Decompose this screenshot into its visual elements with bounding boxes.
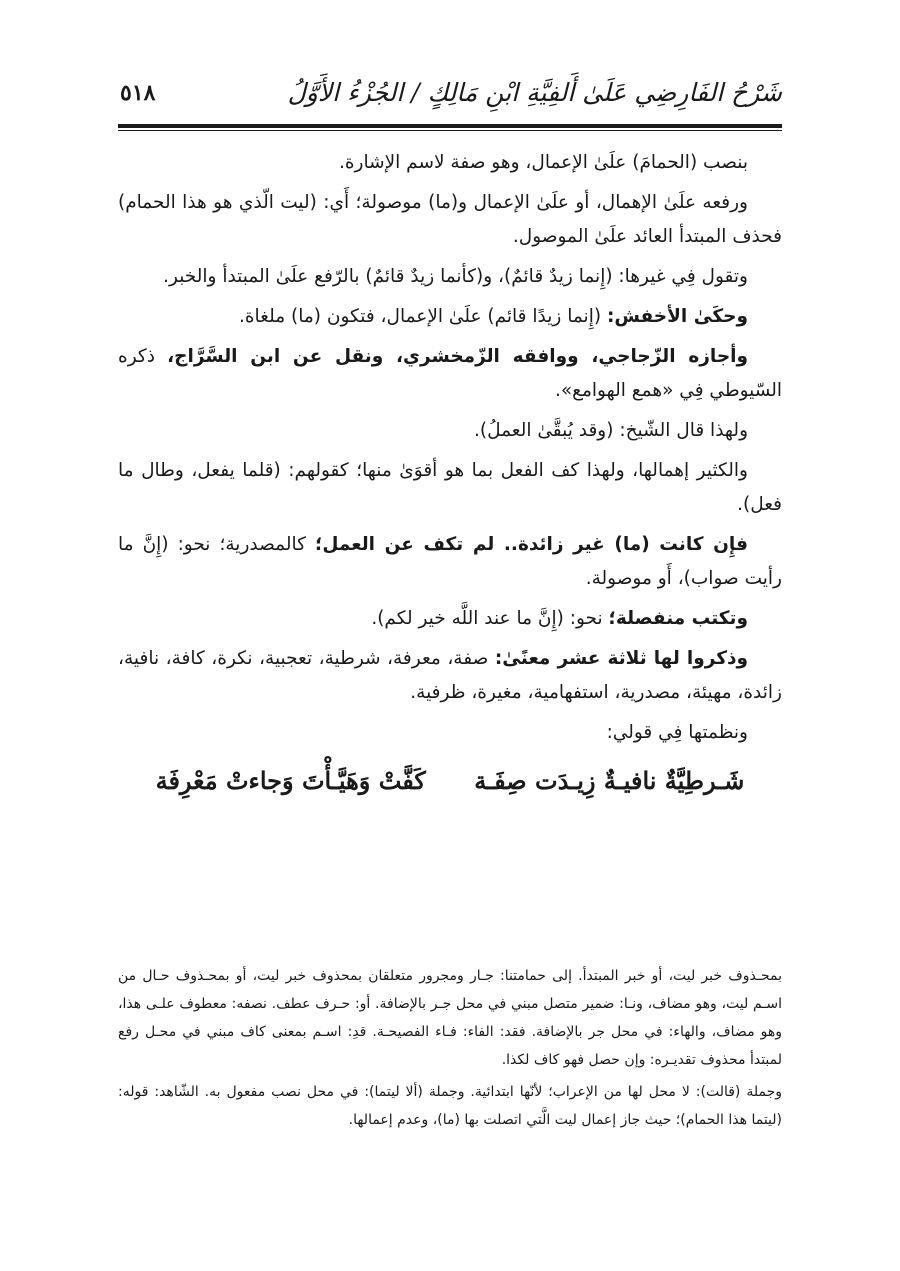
paragraph-8 bbox=[118, 528, 782, 596]
paragraph-1: بنصب (الحمامَ) علَىٰ الإعمال، وهو صفة لاسم الإشارة. bbox=[338, 152, 748, 173]
paragraph-5-rest: ذكره السّيوطي فِي «همع الهوامع». bbox=[118, 346, 782, 401]
paragraph-11: ونظمتها فِي قولي: bbox=[606, 722, 748, 743]
poem-hemistich-2: كَفَّتْ وَهَيَّـأْتَ وَجاءتْ مَعْرِفَة bbox=[155, 766, 426, 795]
paragraph-3: وتقول فِي غيرها: (إِنما زيدٌ قائمٌ)، و(كأنما زيدٌ قائمٌ) بالرّفع علَىٰ المبتدأ والخبر. bbox=[163, 266, 748, 287]
footnote-continuation: بمحـذوف خبر ليت، أو خبر المبتدأ. إلى حمامتنا: جـار ومجرور متعلقان بمحذوف خبر ليت، أو بمحـذوف حـال من اسـم ليت، وهو مضاف، ونـا: ضمير متصل مبني في محل جـر بالإضافة. أو: حـرف عطف. نصفه: معطوف علـى هذا، وهو مضاف، والهاء: في محل جر بالإضافة. فقد: الفاء: فـاء الفصيحـة. قدِ: اسـم بمعنى كاف مبني في محـل رفع لمبتدأ محذوف تقديـره: وإن حصل فهو كاف لكذا. bbox=[118, 968, 782, 1068]
paragraph-6: ولهذا قال الشّيخ: (وقد يُبقَّىٰ العملُ). bbox=[473, 420, 748, 441]
paragraph-5 bbox=[118, 340, 782, 408]
poem-hemistich-1: شَـرطِيَّةٌ نافيـةٌ زِيـدَت صِفَـة bbox=[474, 766, 745, 795]
paragraph-8-rest: كالمصدرية؛ نحو: (إِنَّ ما رأيت صواب)، أَو موصولة. bbox=[118, 534, 782, 589]
header-rule-thin bbox=[118, 130, 782, 131]
header-rule-thick bbox=[118, 124, 782, 128]
paragraph-4 bbox=[118, 300, 782, 334]
footnotes bbox=[118, 962, 782, 1138]
footnote-shahid: وجملة (قالت): لا محل لها من الإعراب؛ لأنّها ابتدائية. وجملة (ألا ليتما): في محل نصب مفعول به. الشّاهد: قوله: (ليتما هذا الحمام)؛ حيث جاز إعمال ليت الَّتي اتصلت بها (ما)، وعدم إعمالها. bbox=[118, 1084, 782, 1128]
paragraph-9-rest: نحو: (إِنَّ ما عند اللَّه خير لكم). bbox=[371, 608, 609, 629]
paragraph-10 bbox=[118, 642, 782, 710]
paragraph-9-bold: وتكتب منفصلة؛ bbox=[608, 608, 748, 629]
paragraph-7: والكثير إهمالها، ولهذا كف الفعل بما هو أقوَىٰ منها؛ كقولهم: (قلما يفعل، وطال ما فعل). bbox=[118, 460, 782, 515]
paragraph-8-bold: فإِن كانت (ما) غير زائدة.. لم تكف عن العمل؛ bbox=[314, 534, 748, 555]
page-number: ٥١٨ bbox=[120, 80, 156, 106]
paragraph-2: ورفعه علَىٰ الإهمال، أو علَىٰ الإعمال و(ما) موصولة؛ أَي: (ليت الّذي هو هذا الحمام) فحذف المبتدأ العائد علَىٰ الموصول. bbox=[118, 192, 782, 247]
page-header bbox=[118, 72, 782, 122]
running-title: شَرْحُ الفَارِضِي عَلَىٰ أَلفِيَّةِ ابْنِ مَالِكٍ / الجُزْءُ الأَوَّلُ bbox=[287, 78, 782, 107]
main-text bbox=[118, 146, 782, 798]
paragraph-10-rest: صفة، معرفة، شرطية، تعجبية، نكرة، كافة، نافية، زائدة، مهيئة، مصدرية، استفهامية، مغيرة، ظرفية. bbox=[118, 648, 782, 703]
paragraph-9 bbox=[118, 602, 782, 636]
poem-verse bbox=[118, 764, 782, 798]
paragraph-5-bold: وأجازه الزّجاجي، ووافقه الزّمخشري، ونقل عن ابن السَّرَّاج، bbox=[167, 346, 749, 367]
paragraph-10-bold: وذكروا لها ثلاثة عشر معنًىٰ: bbox=[494, 648, 748, 669]
paragraph-4-bold: وحكَىٰ الأخفش: bbox=[606, 306, 748, 327]
paragraph-4-rest: (إِنما زيدًا قائم) علَىٰ الإعمال، فتكون (ما) ملغاة. bbox=[238, 306, 607, 327]
